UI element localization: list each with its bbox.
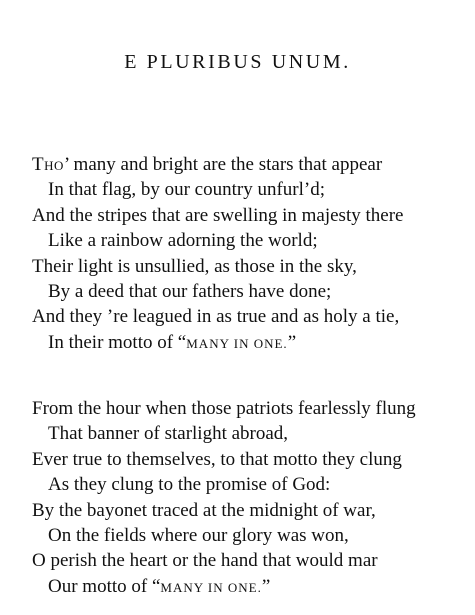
poem-line: That banner of starlight abroad,: [48, 423, 289, 445]
poem-title: E PLURIBUS UNUM.: [124, 51, 351, 73]
poem-line: As they clung to the promise of God:: [48, 474, 331, 496]
poem-line: And they ’re leagued in as true and as holy a tie,: [32, 306, 400, 328]
poem-line: In that flag, by our country unfurl’d;: [48, 179, 326, 201]
poem-line: And the stripes that are swelling in majesty there: [32, 204, 404, 226]
poem-line: By the bayonet traced at the midnight of war,: [32, 499, 376, 521]
stanza-2: [32, 396, 472, 599]
poem-line: Like a rainbow adorning the world;: [48, 230, 318, 252]
poem-line: By a deed that our fathers have done;: [48, 280, 332, 302]
stanza-1: [32, 152, 472, 355]
poem-line: On the fields where our glory was won,: [48, 524, 349, 546]
poem-line: Our motto of “MANY IN ONE.”: [48, 575, 271, 597]
poem-line: Ever true to themselves, to that motto they clung: [32, 448, 402, 470]
poem-line: From the hour when those patriots fearlessly flung: [32, 398, 416, 419]
poem-line: In their motto of “MANY IN ONE.”: [48, 331, 297, 353]
poem-line: Tho’ many and bright are the stars that appear: [32, 154, 383, 175]
poem-line: O perish the heart or the hand that would mar: [32, 550, 378, 572]
poem-line: Their light is unsullied, as those in the sky,: [32, 255, 357, 277]
